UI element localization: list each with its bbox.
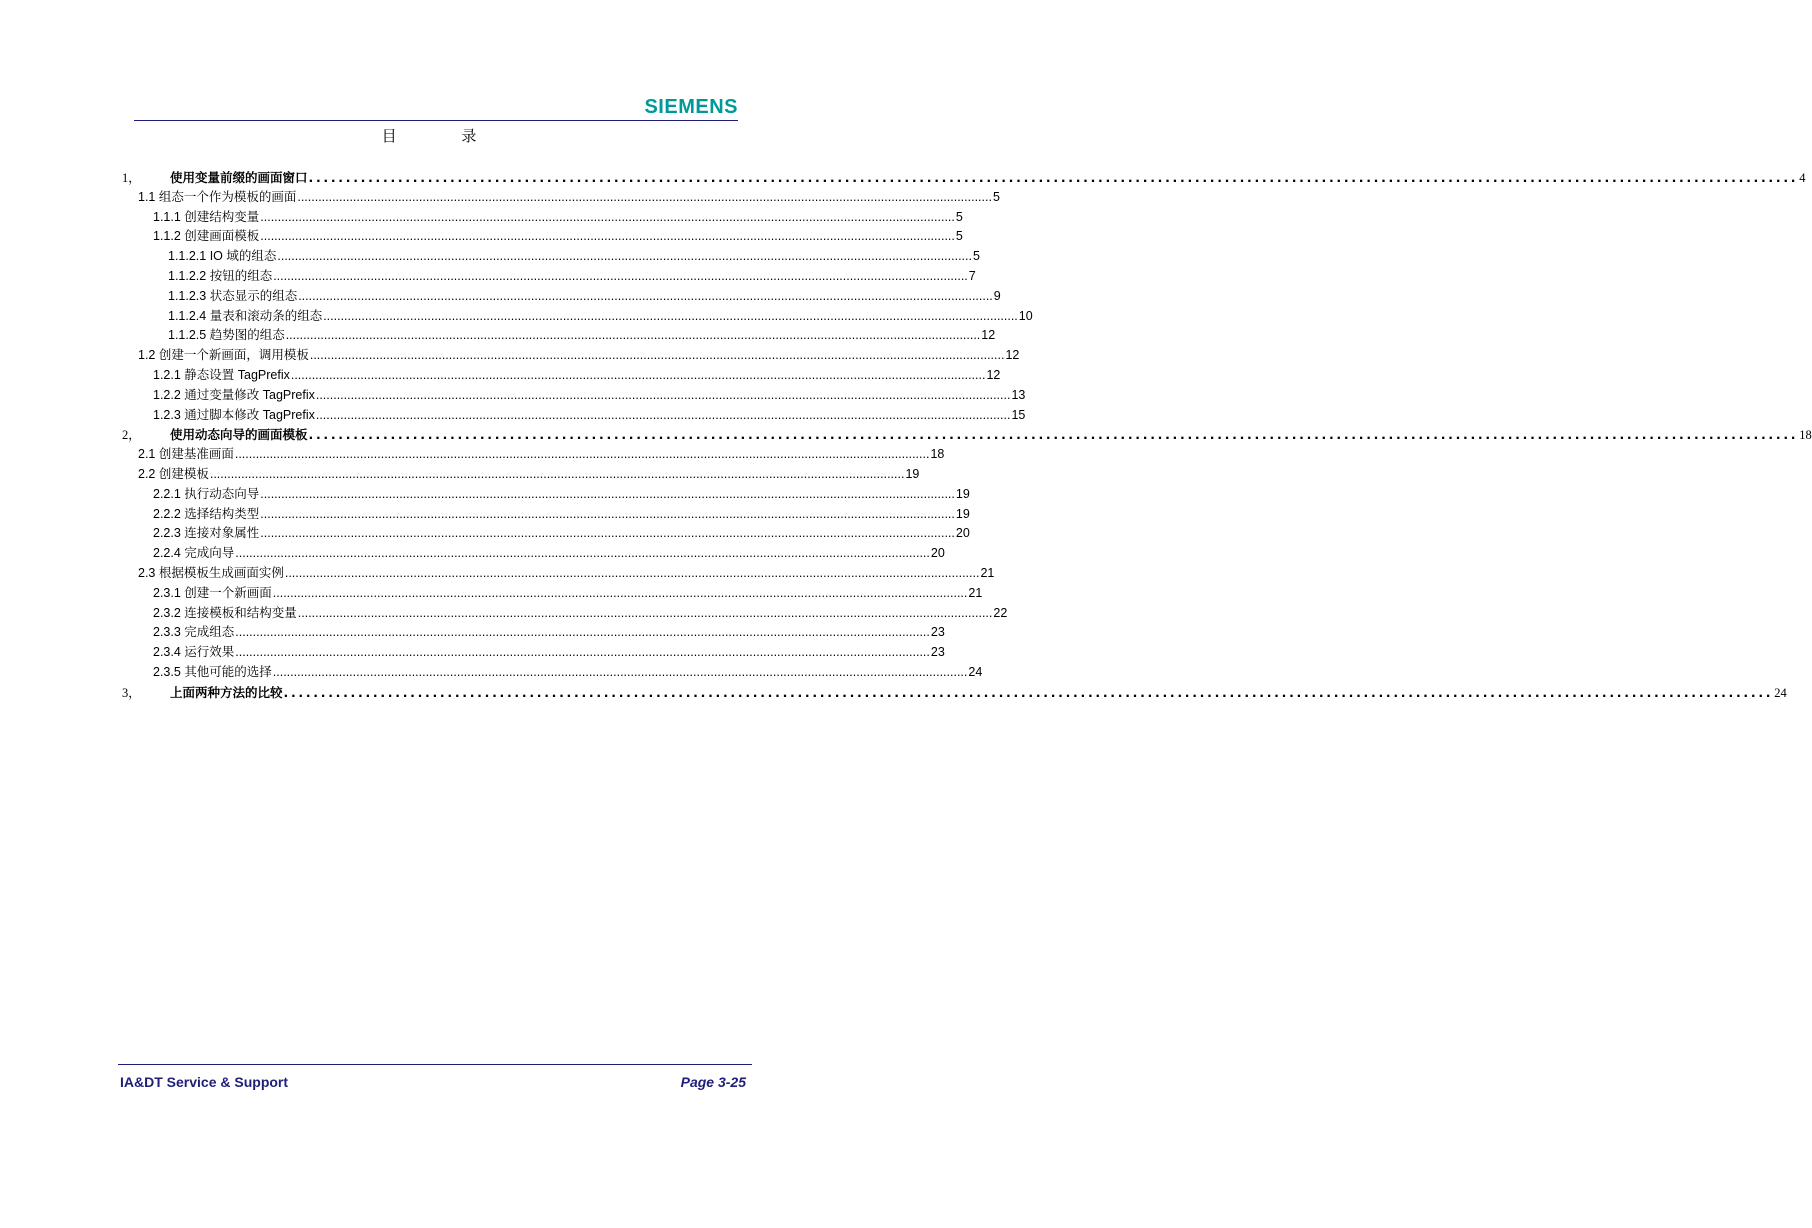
toc-dot-leader: ........................................................................................................................................................................................................ (209, 466, 905, 481)
toc-entry[interactable] (120, 188, 1000, 208)
toc-entry-title: 1.2.1 静态设置 TagPrefix (153, 367, 290, 382)
table-of-contents (120, 168, 1812, 703)
toc-entry[interactable] (120, 208, 963, 228)
toc-entry-title: 2.2.4 完成向导 (153, 546, 235, 561)
toc-dot-leader: ........................................................................................................................................................................................................ (308, 427, 1799, 443)
toc-entry-title: 2.3.2 连接模板和结构变量 (153, 605, 297, 620)
toc-entry[interactable] (120, 406, 1026, 426)
toc-entry-title: 1.2.2 通过变量修改 TagPrefix (153, 387, 315, 402)
toc-entry-page: 19 (955, 486, 970, 501)
toc-entry-page: 13 (1011, 387, 1026, 402)
toc-dot-leader: ........................................................................................................................................................................................................ (283, 684, 1774, 700)
toc-entry[interactable] (120, 663, 983, 683)
toc-entry-title: 2.1 创建基准画面 (138, 447, 234, 462)
toc-dot-leader: ........................................................................................................................................................................................................ (235, 625, 930, 640)
toc-entry-title: 1.2 创建一个新画面，调用模板 (138, 348, 309, 363)
toc-entry-title: 2.2.1 执行动态向导 (153, 486, 260, 501)
toc-dot-leader: ........................................................................................................................................................................................................ (290, 367, 986, 382)
footer-rule (118, 1064, 752, 1065)
toc-entry[interactable] (120, 524, 970, 544)
toc-entry[interactable] (120, 465, 920, 485)
toc-entry-page: 5 (972, 249, 980, 264)
toc-entry[interactable] (120, 267, 976, 287)
toc-dot-leader: ........................................................................................................................................................................................................ (235, 645, 930, 660)
toc-entry[interactable] (120, 326, 996, 346)
toc-dot-leader: ........................................................................................................................................................................................................ (235, 546, 930, 561)
toc-entry-title: 2.2 创建模板 (138, 466, 209, 481)
toc-entry-title: 2.3.1 创建一个新画面 (153, 585, 272, 600)
toc-entry[interactable] (120, 346, 1020, 366)
toc-entry[interactable] (120, 683, 1787, 703)
toc-dot-leader: ........................................................................................................................................................................................................ (309, 348, 1005, 363)
toc-entry[interactable] (120, 643, 945, 663)
toc-dot-leader: ........................................................................................................................................................................................................ (260, 229, 955, 244)
toc-entry-page: 18 (930, 447, 945, 462)
toc-entry[interactable] (120, 366, 1001, 386)
toc-entry-page: 7 (968, 268, 976, 283)
toc-entry-page: 12 (981, 328, 996, 343)
toc-entry[interactable] (120, 584, 983, 604)
toc-entry[interactable] (120, 445, 945, 465)
toc-entry-title: 2.3.5 其他可能的选择 (153, 664, 272, 679)
toc-dot-leader: ........................................................................................................................................................................................................ (297, 605, 993, 620)
toc-entry[interactable] (120, 604, 1008, 624)
toc-entry[interactable] (120, 227, 963, 247)
footer-page-number: Page 3-25 (680, 1074, 746, 1090)
toc-entry-number: 3， (122, 685, 141, 700)
toc-entry-number: 1， (122, 171, 141, 185)
toc-entry-page: 23 (930, 645, 945, 660)
toc-entry-page: 23 (930, 625, 945, 640)
toc-entry-title: 1.2.3 通过脚本修改 TagPrefix (153, 407, 315, 422)
toc-title: 目 录 (381, 127, 507, 145)
toc-entry-page: 12 (1005, 348, 1020, 363)
toc-dot-leader: ........................................................................................................................................................................................................ (234, 447, 930, 462)
toc-entry-page: 9 (993, 288, 1001, 303)
toc-dot-leader: ........................................................................................................................................................................................................ (260, 506, 955, 521)
toc-entry[interactable] (120, 287, 1001, 307)
toc-entry-title: 2.3.4 运行效果 (153, 645, 235, 660)
siemens-logo: SIEMENS (644, 96, 738, 118)
toc-entry-page: 22 (993, 605, 1008, 620)
toc-entry-title: 2.2.2 选择结构类型 (153, 506, 260, 521)
toc-entry-page: 4 (1799, 171, 1806, 185)
toc-entry-page: 21 (968, 585, 983, 600)
toc-entry-page: 18 (1799, 428, 1812, 443)
toc-dot-leader: ........................................................................................................................................................................................................ (285, 328, 981, 343)
toc-dot-leader: ........................................................................................................................................................................................................ (315, 407, 1011, 422)
toc-entry[interactable] (120, 544, 945, 564)
toc-entry-page: 24 (968, 664, 983, 679)
toc-entry[interactable] (120, 623, 945, 643)
toc-entry[interactable] (120, 485, 970, 505)
toc-entry[interactable] (120, 386, 1026, 406)
toc-entry[interactable] (120, 168, 1806, 188)
toc-entry[interactable] (120, 564, 995, 584)
toc-entry[interactable] (120, 425, 1812, 445)
header-rule (134, 120, 738, 121)
toc-entry[interactable] (120, 307, 1033, 327)
toc-entry-title: 使用变量前缀的画面窗口 (170, 170, 308, 185)
toc-entry-title: 2.2.3 连接对象属性 (153, 526, 260, 541)
toc-entry-title: 1.1.2.5 趋势图的组态 (168, 328, 285, 343)
toc-entry-title: 1.1 组态一个作为模板的画面 (138, 189, 297, 204)
toc-entry-page: 21 (980, 565, 995, 580)
toc-entry-title: 1.1.2.3 状态显示的组态 (168, 288, 298, 303)
toc-entry-title: 1.1.1 创建结构变量 (153, 209, 260, 224)
toc-entry-page: 5 (955, 209, 963, 224)
toc-dot-leader: ........................................................................................................................................................................................................ (277, 249, 972, 264)
toc-entry[interactable] (120, 505, 970, 525)
toc-entry-page: 19 (905, 466, 920, 481)
toc-entry-title: 2.3 根据模板生成画面实例 (138, 565, 284, 580)
toc-dot-leader: ........................................................................................................................................................................................................ (273, 268, 968, 283)
toc-entry-page: 5 (955, 229, 963, 244)
toc-entry-page: 10 (1018, 308, 1033, 323)
toc-entry-title: 1.1.2.2 按钮的组态 (168, 268, 273, 283)
toc-entry-title: 使用动态向导的画面模板 (170, 427, 308, 443)
footer-company: IA&DT Service & Support (120, 1074, 289, 1090)
toc-dot-leader: ........................................................................................................................................................................................................ (260, 486, 955, 501)
toc-entry-page: 12 (986, 367, 1001, 382)
toc-entry-title: 2.3.3 完成组态 (153, 625, 235, 640)
toc-entry-title: 上面两种方法的比较 (170, 684, 283, 700)
toc-dot-leader: ........................................................................................................................................................................................................ (323, 308, 1018, 323)
toc-dot-leader: ........................................................................................................................................................................................................ (298, 288, 993, 303)
toc-dot-leader: ........................................................................................................................................................................................................ (272, 664, 968, 679)
toc-dot-leader: ........................................................................................................................................................................................................ (260, 526, 955, 541)
toc-dot-leader: ........................................................................................................................................................................................................ (315, 387, 1011, 402)
toc-dot-leader: ........................................................................................................................................................................................................ (272, 585, 968, 600)
toc-entry-number: 2， (122, 428, 141, 443)
toc-dot-leader: ........................................................................................................................................................................................................ (284, 565, 980, 580)
toc-entry-title: 1.1.2.4 量表和滚动条的组态 (168, 308, 323, 323)
toc-dot-leader: ........................................................................................................................................................................................................ (260, 209, 955, 224)
toc-entry-page: 24 (1774, 685, 1787, 700)
toc-dot-leader: ........................................................................................................................................................................................................ (297, 189, 992, 204)
toc-entry-page: 19 (955, 506, 970, 521)
toc-entry[interactable] (120, 247, 980, 267)
toc-entry-title: 1.1.2 创建画面模板 (153, 229, 260, 244)
toc-entry-page: 20 (930, 546, 945, 561)
toc-entry-page: 5 (992, 189, 1000, 204)
toc-entry-page: 15 (1011, 407, 1026, 422)
toc-entry-title: 1.1.2.1 IO 域的组态 (168, 249, 277, 264)
toc-dot-leader: ........................................................................................................................................................................................................ (308, 170, 1799, 185)
toc-entry-page: 20 (955, 526, 970, 541)
